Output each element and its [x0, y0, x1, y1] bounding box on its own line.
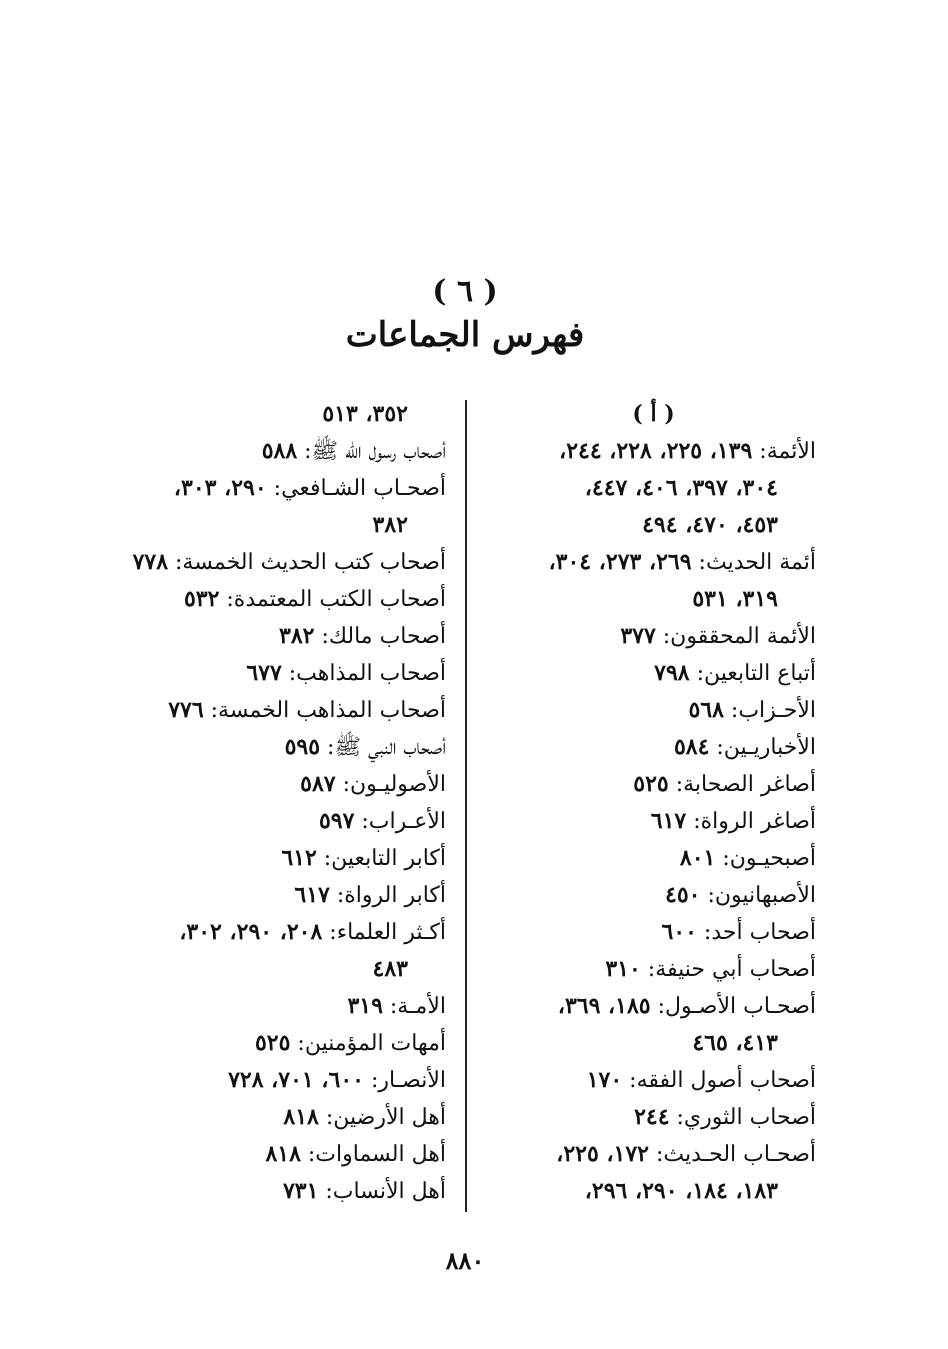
index-entry — [121, 766, 446, 803]
index-entry — [121, 951, 446, 988]
index-term: أصحاب رسول الله ﷺ: — [297, 439, 446, 464]
index-entry — [491, 1099, 816, 1136]
index-entry — [491, 1062, 816, 1099]
index-entry — [121, 1136, 446, 1173]
index-pages: ٤٥٠ — [665, 882, 701, 908]
index-entry — [121, 692, 446, 729]
index-pages: ٣١٠ — [605, 956, 641, 982]
index-pages: ٥٣٢ — [183, 586, 220, 612]
index-term: أهل السماوات: — [300, 1142, 446, 1167]
index-term: أصحاب كتب الحديث الخمسة: — [168, 550, 446, 575]
index-entry — [121, 729, 446, 766]
index-entry — [121, 1025, 446, 1062]
index-pages: ٥٨٤ — [673, 734, 710, 760]
index-term: أصحاب النبي ﷺ: — [320, 735, 446, 760]
index-term: الأمـة: — [382, 994, 446, 1019]
index-column-right — [491, 396, 816, 1210]
index-pages: ١٧٠ — [586, 1067, 623, 1093]
index-pages: ٤٨٣ — [372, 956, 408, 982]
index-term: أصاغر الصحابة: — [668, 772, 816, 797]
index-pages: ٦٠٠، ٧٠١، ٧٢٨ — [228, 1067, 364, 1093]
index-pages: ١٨٣، ١٨٤، ٢٩٠، ٢٩٦، — [584, 1178, 778, 1204]
index-term: الأحـزاب: — [723, 698, 816, 723]
index-pages: ١٨٥، ٣٦٩، — [557, 993, 651, 1019]
index-entry — [491, 692, 816, 729]
index-pages: ٨١٨ — [283, 1104, 319, 1130]
index-term: أصحاب المذاهب: — [281, 661, 446, 686]
index-term: الأئمة: — [752, 439, 816, 464]
index-entry — [491, 396, 816, 433]
index-pages: ٥٢٥ — [633, 771, 669, 797]
index-column-left — [121, 396, 446, 1210]
index-pages: ٥٨٧ — [300, 771, 336, 797]
index-pages: ٨٠١ — [679, 845, 716, 871]
index-pages: ( أ ) — [632, 401, 675, 427]
index-pages: ١٣٩، ٢٢٥، ٢٢٨، ٢٤٤، — [559, 438, 753, 464]
index-term: أكابر التابعين: — [316, 846, 446, 871]
index-entry — [491, 1025, 816, 1062]
index-entry — [491, 988, 816, 1025]
index-pages: ٣١٩ — [347, 993, 383, 1019]
index-pages: ٥٩٥ — [284, 734, 321, 760]
index-pages: ٤١٣، ٤٦٥ — [692, 1030, 778, 1056]
column-divider — [465, 400, 467, 1212]
index-pages: ٦٧٧ — [246, 660, 282, 686]
index-term: أصحاب أحد: — [696, 920, 816, 945]
index-pages: ٣٨٢ — [279, 623, 315, 649]
index-pages: ٥٨٨ — [261, 438, 298, 464]
index-entry — [491, 803, 816, 840]
index-pages: ٥٢٥ — [254, 1030, 291, 1056]
index-term: أتباع التابعين: — [689, 661, 816, 686]
index-entry — [491, 581, 816, 618]
index-entry — [491, 951, 816, 988]
index-pages: ٦١٢ — [281, 845, 317, 871]
index-pages: ٣٥٢، ٥١٣ — [322, 401, 408, 427]
index-entry — [121, 433, 446, 470]
index-pages: ٢٠٨، ٢٩٠، ٣٠٢، — [179, 919, 323, 945]
index-pages: ٦١٧ — [650, 808, 687, 834]
index-entry — [121, 988, 446, 1025]
index-term: أئمة الحديث: — [691, 550, 816, 575]
section-number: ( ٦ ) — [432, 274, 498, 309]
index-term: أكابر الرواة: — [329, 883, 446, 908]
index-pages: ١٧٢، ٢٢٥، — [556, 1141, 649, 1167]
index-term: أمهات المؤمنين: — [290, 1031, 446, 1056]
index-pages: ٣٠٤، ٣٩٧، ٤٠٦، ٤٤٧، — [584, 475, 778, 501]
index-pages: ٣٧٧ — [620, 623, 656, 649]
index-pages: ٧٧٦ — [168, 697, 204, 723]
index-term: أصحـاب الشـافعي: — [266, 476, 446, 501]
index-entry — [491, 433, 816, 470]
index-term: الأئمة المحققون: — [655, 624, 816, 649]
index-term: أصحاب أصول الفقه: — [622, 1068, 816, 1093]
index-term: أصاغر الرواة: — [686, 809, 816, 834]
index-term: الأنصـار: — [363, 1068, 446, 1093]
index-pages: ٥٩٧ — [318, 808, 355, 834]
index-term: أصحاب المذاهب الخمسة: — [203, 698, 446, 723]
index-entry — [121, 544, 446, 581]
index-entry — [121, 655, 446, 692]
index-entry — [491, 507, 816, 544]
index-entry — [121, 1173, 446, 1210]
index-pages: ٧٧٨ — [132, 549, 169, 575]
index-term: الأصبهانيون: — [700, 883, 816, 908]
index-term: أصبحيـون: — [715, 846, 816, 871]
index-term: الأصوليـون: — [335, 772, 446, 797]
index-pages: ٢٦٩، ٢٧٣، ٣٠٤، — [548, 549, 692, 575]
index-entry — [121, 877, 446, 914]
index-pages: ٢٩٠، ٣٠٣، — [173, 475, 267, 501]
index-term: أهل الأرضين: — [318, 1105, 446, 1130]
index-entry — [121, 1062, 446, 1099]
index-term: الأخباريـين: — [709, 735, 816, 760]
index-term: أصحاب الثوري: — [669, 1105, 816, 1130]
index-entry — [491, 544, 816, 581]
index-entry — [121, 581, 446, 618]
index-term: أصحاب مالك: — [314, 624, 446, 649]
index-entry — [491, 1173, 816, 1210]
index-term: أهل الأنساب: — [318, 1179, 446, 1204]
index-term: أصحـاب الأصـول: — [650, 994, 816, 1019]
index-entry — [491, 1136, 816, 1173]
index-entry — [491, 840, 816, 877]
page-title: فهرس الجماعات — [345, 315, 585, 355]
index-pages: ٥٦٨ — [688, 697, 724, 723]
index-pages: ٣١٩، ٥٣١ — [692, 586, 778, 612]
index-pages: ٧٩٨ — [654, 660, 690, 686]
index-pages: ٦٠٠ — [661, 919, 697, 945]
index-term: أصحـاب الحـديث: — [649, 1142, 816, 1167]
index-entry — [491, 766, 816, 803]
index-entry — [121, 840, 446, 877]
index-pages: ٦١٧ — [294, 882, 330, 908]
index-entry — [121, 470, 446, 507]
index-entry — [121, 914, 446, 951]
index-term: أصحاب أبي حنيفة: — [640, 957, 816, 982]
index-pages: ٧٣١ — [282, 1178, 319, 1204]
index-term: الأعـراب: — [354, 809, 446, 834]
index-entry — [121, 507, 446, 544]
index-pages: ٢٤٤ — [634, 1104, 670, 1130]
index-pages: ٣٨٢ — [372, 512, 408, 538]
index-entry — [491, 655, 816, 692]
index-term: أكـثر العلماء: — [322, 920, 446, 945]
index-pages: ٤٥٣، ٤٧٠، ٤٩٤ — [642, 512, 778, 538]
index-pages: ٨١٨ — [265, 1141, 301, 1167]
index-entry — [491, 729, 816, 766]
index-entry — [121, 618, 446, 655]
index-term: أصحاب الكتب المعتمدة: — [219, 587, 446, 612]
page-number: ٨٨٠ — [445, 1246, 485, 1275]
index-entry — [121, 1099, 446, 1136]
index-entry — [491, 618, 816, 655]
index-entry — [491, 914, 816, 951]
index-entry — [491, 470, 816, 507]
index-entry — [491, 877, 816, 914]
index-entry — [121, 396, 446, 433]
index-entry — [121, 803, 446, 840]
